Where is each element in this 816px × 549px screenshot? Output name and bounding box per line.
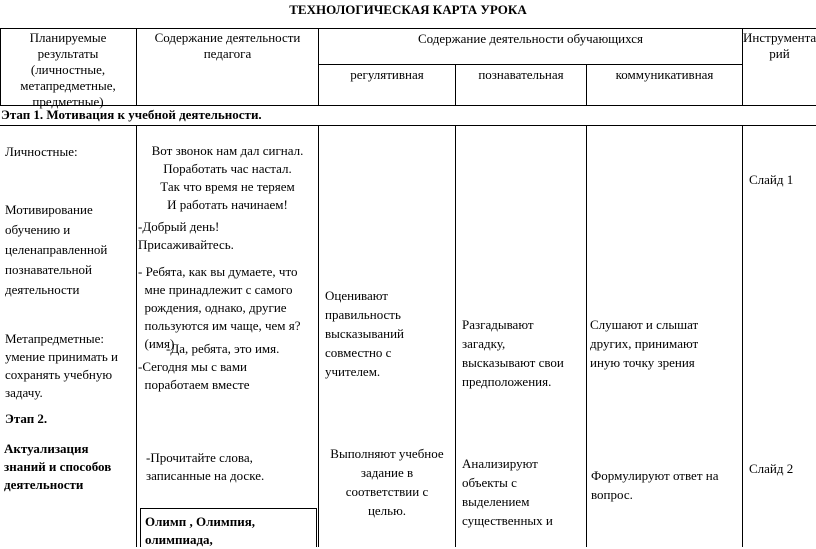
board-words: Олимп , Олимпия, олимпиада,: [145, 514, 256, 547]
stage1-communicative: Слушают и слышат других, принимают иную точку зрения: [590, 317, 699, 370]
stage1-personal-text: Мотивирование обучению и целенаправленной познавательной деятельности: [5, 202, 108, 297]
stage1-tools: Слайд 1: [749, 172, 794, 187]
stage1-meta-text: умение принимать и сохранять учебную задачу.: [5, 349, 118, 400]
stage2-title: Актуализация знаний и способов деятельности: [4, 441, 112, 492]
col-border-communicative-body: [742, 125, 743, 547]
stage1-teacher-question: - Ребята, как вы думаете, что мне принадлежит с самого рождения, однако, другие пользуются им чаще, чем я? (имя): [138, 264, 301, 351]
stage2-teacher-task: -Прочитайте слова, записанные на доске.: [146, 450, 265, 483]
stage1-regulative: Оценивают правильность высказываний совместно с учителем.: [325, 288, 405, 379]
stage2-cognitive: Анализируют объекты с выделением существенных и: [462, 456, 553, 528]
stage2-tools: Слайд 2: [749, 461, 794, 476]
stage1-personal-label: Личностные:: [5, 144, 78, 159]
header-tools: Инструмента рий: [743, 30, 816, 61]
header-students: Содержание деятельности обучающихся: [417, 31, 644, 46]
header-results: Планируемые результаты (личностные, метапредметные, предметные): [20, 30, 116, 109]
col-border-cognitive-body: [586, 125, 587, 547]
stage2-communicative: Формулируют ответ на вопрос.: [591, 468, 719, 502]
stage1-meta-label: Метапредметные:: [5, 331, 105, 346]
stage1-title: Этап 1. Мотивация к учебной деятельности.: [1, 107, 262, 122]
stage2-regulative: Выполняют учебное задание в соответствии с целью.: [330, 446, 444, 518]
stage1-row-border: [0, 125, 816, 126]
subheader-cognitive: познавательная: [478, 67, 564, 82]
stage2-label: Этап 2.: [5, 411, 48, 426]
stage1-teacher-answer: -Да, ребята, это имя.: [166, 341, 280, 356]
board-words-box: [140, 508, 317, 547]
page-title: ТЕХНОЛОГИЧЕСКАЯ КАРТА УРОКА: [289, 2, 527, 17]
stage1-teacher-poem: Вот звонок нам дал сигнал. Поработать час настал. Так что время не теряем И работать начинаем!: [151, 143, 304, 212]
header-teacher: Содержание деятельности педагога: [154, 30, 301, 61]
stage1-cognitive: Разгадывают загадку, высказывают свои предположения.: [462, 317, 564, 389]
subheader-regulative: регулятивная: [350, 67, 424, 82]
stage1-teacher-work: -Сегодня мы с вами поработаем вместе: [138, 359, 250, 392]
stage1-teacher-greeting: -Добрый день! Присаживайтесь.: [138, 219, 234, 252]
subheader-communicative: коммуникативная: [615, 67, 714, 82]
col-border-regulative-body: [455, 125, 456, 547]
students-subheader-border: [318, 64, 742, 65]
table-top-border: [0, 28, 816, 29]
